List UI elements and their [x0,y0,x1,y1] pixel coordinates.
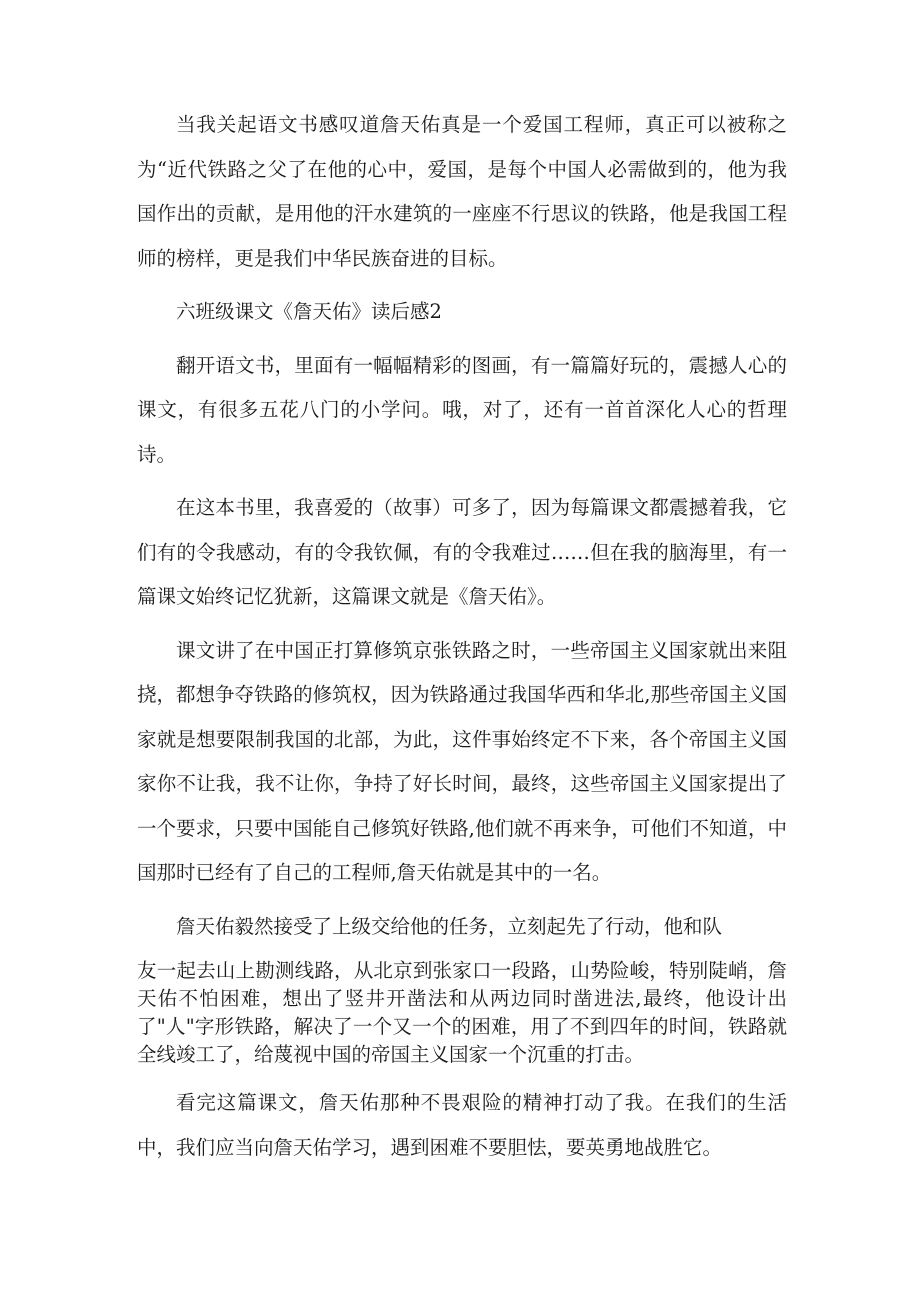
paragraph-gap [137,620,787,629]
paragraph-favorite-story: 在这本书里，我喜爱的（故事）可多了，因为每篇课文都震撼着我，它们有的令我感动，有的令我钦佩，有的令我难过……但在我的脑海里，有一篇课文始终记忆犹新，这篇课文就是《詹天佑》。 [137,496,787,608]
paragraph-gap [137,1069,787,1081]
paragraph-gap [137,335,787,344]
paragraph-reflection: 看完这篇课文，詹天佑那种不畏艰险的精神打动了我。在我们的生活中，我们应当向詹天佑学习，遇到困难不要胆怯，要英勇地战胜它。 [137,1091,787,1159]
paragraph-intro-conclusion: 当我关起语文书感叹道詹天佑真是一个爱国工程师，真正可以被称之为“近代铁路之父了在他的心中，爱国，是每个中国人必需做到的，他为我国作出的贡献，是用他的汗水建筑的一座座不行思议的铁路，他是我国工程师的榜样，更是我们中华民族奋进的目标。 [137,113,787,270]
paragraph-opening-book: 翻开语文书，里面有一幅幅精彩的图画，有一篇篇好玩的，震撼人心的课文，有很多五花八门的小学问。哦，对了，还有一首首深化人心的哲理诗。 [137,353,787,466]
paragraph-story-summary: 课文讲了在中国正打算修筑京张铁路之时，一些帝国主义国家就出来阻挠，都想争夺铁路的修筑权，因为铁路通过我国华西和华北,那些帝国主义国家就是想要限制我国的北部，为此，这件事始终定不下来，各个帝国主义国家你不让我，我不让你，争持了好长时间，最终，这些帝国主义国家提出了一个要求，只要中国能自己修筑好铁路,他们就不再来争，可他们不知道，中国那时已经有了自己的工程师,詹天佑就是其中的一名。 [137,638,787,884]
paragraph-gap [137,281,787,290]
essay-title: 六班级课文《詹天佑》读后感2 [176,300,442,323]
paragraph-task-start: 詹天佑毅然接受了上级交给他的任务，立刻起先了行动，他和队 [176,914,723,938]
document-body [137,103,787,1170]
paragraph-task-continued: 友一起去山上勘测线路，从北京到张家口一段路，山势险峻，特别陡峭，詹天佑不怕困难，想出了竖井开凿法和从两边同时凿进法,最终，他设计出了"人"字形铁路，解决了一个又一个的困难，用了不到四年的时间，铁路就全线竣工了，给蔑视中国的帝国主义国家一个沉重的打击。 [137,959,787,1066]
paragraph-gap [137,949,787,957]
paragraph-gap [137,896,787,905]
paragraph-gap [137,477,787,486]
